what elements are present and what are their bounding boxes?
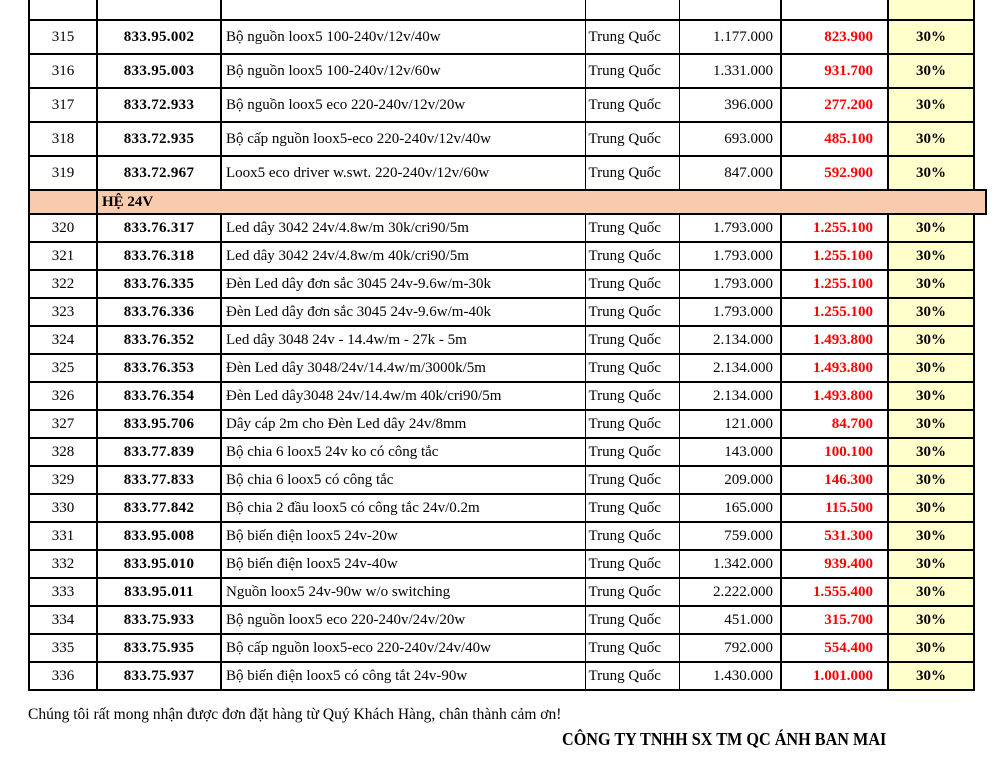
row-number-cell: 333: [29, 578, 97, 606]
description-cell: Dây cáp 2m cho Đèn Led dây 24v/8mm: [221, 410, 585, 438]
table-row: [29, 122, 986, 156]
price-table: [28, 0, 987, 691]
list-price-cell: 693.000: [679, 122, 781, 156]
row-filler: [974, 214, 986, 242]
row-number-cell: 316: [29, 54, 97, 88]
table-row: [29, 578, 986, 606]
product-code-cell: 833.72.933: [97, 88, 221, 122]
row-filler: [974, 270, 986, 298]
row-number-cell: 326: [29, 382, 97, 410]
row-number-cell: 334: [29, 606, 97, 634]
description-cell: Led dây 3048 24v - 14.4w/m - 27k - 5m: [221, 326, 585, 354]
list-price-cell: 1.793.000: [679, 270, 781, 298]
discount-percent-cell: 30%: [888, 662, 974, 690]
discount-price-cell: 84.700: [781, 410, 888, 438]
description-cell: Đèn Led dây3048 24v/14.4w/m 40k/cri90/5m: [221, 382, 585, 410]
discount-price-cell: 146.300: [781, 466, 888, 494]
origin-cell: Trung Quốc: [585, 662, 679, 690]
row-filler: [974, 354, 986, 382]
origin-cell: Trung Quốc: [585, 54, 679, 88]
discount-percent-cell: 30%: [888, 522, 974, 550]
product-code-cell: 833.95.002: [97, 20, 221, 54]
discount-percent-cell: 30%: [888, 270, 974, 298]
product-code-cell: 833.77.833: [97, 466, 221, 494]
row-filler: [974, 88, 986, 122]
row-filler: [974, 606, 986, 634]
list-price-cell: 209.000: [679, 466, 781, 494]
product-code-cell: 833.75.935: [97, 634, 221, 662]
origin-cell: Trung Quốc: [585, 550, 679, 578]
row-filler: [974, 54, 986, 88]
table-row: [29, 550, 986, 578]
row-filler: [974, 522, 986, 550]
discount-percent-cell: 30%: [888, 54, 974, 88]
discount-price-cell: 592.900: [781, 156, 888, 190]
table-row: [29, 20, 986, 54]
list-price-cell: 1.793.000: [679, 298, 781, 326]
list-price-cell: 121.000: [679, 410, 781, 438]
discount-price-cell: 554.400: [781, 634, 888, 662]
list-price-cell: 1.177.000: [679, 20, 781, 54]
discount-price-cell: 1.255.100: [781, 298, 888, 326]
table-row: [29, 382, 986, 410]
description-cell: Bộ nguồn loox5 eco 220-240v/12v/20w: [221, 88, 585, 122]
table-row: [29, 410, 986, 438]
row-filler: [974, 298, 986, 326]
list-price-cell: 759.000: [679, 522, 781, 550]
discount-price-cell: 931.700: [781, 54, 888, 88]
table-row: [29, 270, 986, 298]
list-price-cell: 1.342.000: [679, 550, 781, 578]
row-number-cell: 336: [29, 662, 97, 690]
row-filler: [974, 20, 986, 54]
product-code-cell: 833.76.317: [97, 214, 221, 242]
discount-percent-cell: 30%: [888, 354, 974, 382]
price-table-body: [29, 0, 986, 690]
product-code-cell: 833.76.353: [97, 354, 221, 382]
origin-cell: Trung Quốc: [585, 606, 679, 634]
discount-price-cell: 1.001.000: [781, 662, 888, 690]
product-code-cell: 833.95.011: [97, 578, 221, 606]
row-number-cell: 324: [29, 326, 97, 354]
description-cell: Bộ nguồn loox5 eco 220-240v/24v/20w: [221, 606, 585, 634]
product-code-cell: 833.76.354: [97, 382, 221, 410]
product-code-cell: 833.95.008: [97, 522, 221, 550]
row-number-cell: 323: [29, 298, 97, 326]
row-filler: [974, 634, 986, 662]
table-row: [29, 88, 986, 122]
origin-cell: Trung Quốc: [585, 122, 679, 156]
row-filler: [974, 326, 986, 354]
discount-price-cell: 939.400: [781, 550, 888, 578]
description-cell: Bộ biến điện loox5 24v-40w: [221, 550, 585, 578]
discount-price-cell: 1.255.100: [781, 214, 888, 242]
discount-percent-cell: 30%: [888, 606, 974, 634]
discount-percent-cell: 30%: [888, 410, 974, 438]
discount-percent-cell: 30%: [888, 88, 974, 122]
product-code-cell: 833.75.933: [97, 606, 221, 634]
price-table-sheet: [28, 0, 987, 691]
row-filler: [974, 550, 986, 578]
discount-price-cell: 1.493.800: [781, 354, 888, 382]
row-number-cell: 318: [29, 122, 97, 156]
discount-percent-cell: 30%: [888, 20, 974, 54]
section-header-row: [29, 190, 986, 214]
row-number-cell: 317: [29, 88, 97, 122]
row-filler: [974, 410, 986, 438]
origin-cell: Trung Quốc: [585, 242, 679, 270]
table-row: [29, 634, 986, 662]
table-row: [29, 662, 986, 690]
product-code-cell: 833.75.937: [97, 662, 221, 690]
table-row: [29, 54, 986, 88]
table-row: [29, 606, 986, 634]
table-row: [29, 466, 986, 494]
product-code-cell: 833.72.967: [97, 156, 221, 190]
row-number-cell: 321: [29, 242, 97, 270]
section-title: HỆ 24V: [97, 190, 986, 214]
list-price-cell: 2.134.000: [679, 382, 781, 410]
discount-percent-cell: 30%: [888, 326, 974, 354]
row-filler: [974, 466, 986, 494]
row-number-cell: 322: [29, 270, 97, 298]
table-row: [29, 156, 986, 190]
row-number-cell: 329: [29, 466, 97, 494]
row-filler: [974, 122, 986, 156]
discount-percent-cell: 30%: [888, 634, 974, 662]
origin-cell: Trung Quốc: [585, 634, 679, 662]
description-cell: Bộ biến điện loox5 24v-20w: [221, 522, 585, 550]
product-code-cell: 833.77.839: [97, 438, 221, 466]
product-code-cell: 833.77.842: [97, 494, 221, 522]
list-price-cell: 2.134.000: [679, 326, 781, 354]
description-cell: Bộ cấp nguồn loox5-eco 220-240v/24v/40w: [221, 634, 585, 662]
list-price-cell: 2.222.000: [679, 578, 781, 606]
origin-cell: Trung Quốc: [585, 88, 679, 122]
table-row: [29, 494, 986, 522]
origin-cell: Trung Quốc: [585, 410, 679, 438]
discount-price-cell: 100.100: [781, 438, 888, 466]
origin-cell: Trung Quốc: [585, 578, 679, 606]
product-code-cell: 833.95.706: [97, 410, 221, 438]
row-number-cell: 328: [29, 438, 97, 466]
table-row: [29, 438, 986, 466]
origin-cell: Trung Quốc: [585, 354, 679, 382]
discount-percent-cell: 30%: [888, 156, 974, 190]
row-number-cell: 335: [29, 634, 97, 662]
discount-percent-cell: 30%: [888, 438, 974, 466]
description-cell: Bộ chia 6 loox5 có công tắc: [221, 466, 585, 494]
company-name: CÔNG TY TNHH SX TM QC ÁNH BAN MAI: [562, 729, 887, 749]
row-filler: [974, 156, 986, 190]
product-code-cell: 833.95.003: [97, 54, 221, 88]
table-row: [29, 214, 986, 242]
discount-percent-cell: 30%: [888, 122, 974, 156]
origin-cell: Trung Quốc: [585, 326, 679, 354]
list-price-cell: 792.000: [679, 634, 781, 662]
list-price-cell: 165.000: [679, 494, 781, 522]
origin-cell: Trung Quốc: [585, 466, 679, 494]
description-cell: Đèn Led dây 3048/24v/14.4w/m/3000k/5m: [221, 354, 585, 382]
list-price-cell: 1.793.000: [679, 214, 781, 242]
description-cell: Led dây 3042 24v/4.8w/m 30k/cri90/5m: [221, 214, 585, 242]
discount-percent-cell: 30%: [888, 494, 974, 522]
discount-percent-cell: 30%: [888, 242, 974, 270]
origin-cell: Trung Quốc: [585, 494, 679, 522]
origin-cell: Trung Quốc: [585, 20, 679, 54]
description-cell: Led dây 3042 24v/4.8w/m 40k/cri90/5m: [221, 242, 585, 270]
table-row: [29, 298, 986, 326]
discount-price-cell: 1.555.400: [781, 578, 888, 606]
description-cell: Loox5 eco driver w.swt. 220-240v/12v/60w: [221, 156, 585, 190]
row-number-cell: 315: [29, 20, 97, 54]
discount-price-cell: 115.500: [781, 494, 888, 522]
list-price-cell: 143.000: [679, 438, 781, 466]
discount-price-cell: 485.100: [781, 122, 888, 156]
row-filler: [974, 382, 986, 410]
row-filler: [974, 578, 986, 606]
table-row: [29, 354, 986, 382]
discount-percent-cell: 30%: [888, 550, 974, 578]
cutoff-row: [29, 0, 986, 20]
table-row: [29, 242, 986, 270]
row-filler: [974, 438, 986, 466]
table-row: [29, 326, 986, 354]
discount-price-cell: 277.200: [781, 88, 888, 122]
origin-cell: Trung Quốc: [585, 438, 679, 466]
row-filler: [974, 662, 986, 690]
description-cell: Bộ cấp nguồn loox5-eco 220-240v/12v/40w: [221, 122, 585, 156]
product-code-cell: [97, 0, 221, 20]
list-price-cell: [679, 0, 781, 20]
origin-cell: Trung Quốc: [585, 382, 679, 410]
row-number-cell: 320: [29, 214, 97, 242]
description-cell: Bộ chia 6 loox5 24v ko có công tắc: [221, 438, 585, 466]
discount-percent-cell: 30%: [888, 578, 974, 606]
origin-cell: [585, 0, 679, 20]
list-price-cell: 396.000: [679, 88, 781, 122]
discount-price-cell: 1.255.100: [781, 270, 888, 298]
product-code-cell: 833.76.318: [97, 242, 221, 270]
row-filler: [974, 494, 986, 522]
description-cell: Bộ nguồn loox5 100-240v/12v/40w: [221, 20, 585, 54]
description-cell: Bộ nguồn loox5 100-240v/12v/60w: [221, 54, 585, 88]
list-price-cell: 451.000: [679, 606, 781, 634]
row-number-cell: 325: [29, 354, 97, 382]
row-filler: [974, 242, 986, 270]
product-code-cell: 833.76.335: [97, 270, 221, 298]
description-cell: [221, 0, 585, 20]
list-price-cell: 2.134.000: [679, 354, 781, 382]
product-code-cell: 833.76.352: [97, 326, 221, 354]
list-price-cell: 847.000: [679, 156, 781, 190]
row-number-cell: 327: [29, 410, 97, 438]
row-filler: [974, 0, 986, 20]
discount-price-cell: 1.493.800: [781, 382, 888, 410]
row-number-cell: 331: [29, 522, 97, 550]
discount-price-cell: 823.900: [781, 20, 888, 54]
product-code-cell: 833.76.336: [97, 298, 221, 326]
description-cell: Bộ chia 2 đầu loox5 có công tắc 24v/0.2m: [221, 494, 585, 522]
description-cell: Đèn Led dây đơn sắc 3045 24v-9.6w/m-40k: [221, 298, 585, 326]
discount-price-cell: 1.255.100: [781, 242, 888, 270]
table-row: [29, 522, 986, 550]
row-number-cell: 332: [29, 550, 97, 578]
list-price-cell: 1.331.000: [679, 54, 781, 88]
origin-cell: Trung Quốc: [585, 522, 679, 550]
origin-cell: Trung Quốc: [585, 298, 679, 326]
row-number-cell: 319: [29, 156, 97, 190]
discount-price-cell: 315.700: [781, 606, 888, 634]
row-number-cell: [29, 0, 97, 20]
list-price-cell: 1.793.000: [679, 242, 781, 270]
row-number-cell: 330: [29, 494, 97, 522]
discount-percent-cell: 30%: [888, 298, 974, 326]
discount-percent-cell: 30%: [888, 382, 974, 410]
description-cell: Nguồn loox5 24v-90w w/o switching: [221, 578, 585, 606]
section-header-spacer: [29, 190, 97, 214]
product-code-cell: 833.95.010: [97, 550, 221, 578]
discount-price-cell: 1.493.800: [781, 326, 888, 354]
discount-percent-cell: [888, 0, 974, 20]
discount-percent-cell: 30%: [888, 214, 974, 242]
origin-cell: Trung Quốc: [585, 214, 679, 242]
discount-price-cell: [781, 0, 888, 20]
list-price-cell: 1.430.000: [679, 662, 781, 690]
footer-note: Chúng tôi rất mong nhận được đơn đặt hàng từ Quý Khách Hàng, chân thành cảm ơn!: [28, 706, 562, 723]
product-code-cell: 833.72.935: [97, 122, 221, 156]
description-cell: Đèn Led dây đơn sắc 3045 24v-9.6w/m-30k: [221, 270, 585, 298]
discount-price-cell: 531.300: [781, 522, 888, 550]
description-cell: Bộ biến điện loox5 có công tắt 24v-90w: [221, 662, 585, 690]
origin-cell: Trung Quốc: [585, 156, 679, 190]
origin-cell: Trung Quốc: [585, 270, 679, 298]
discount-percent-cell: 30%: [888, 466, 974, 494]
